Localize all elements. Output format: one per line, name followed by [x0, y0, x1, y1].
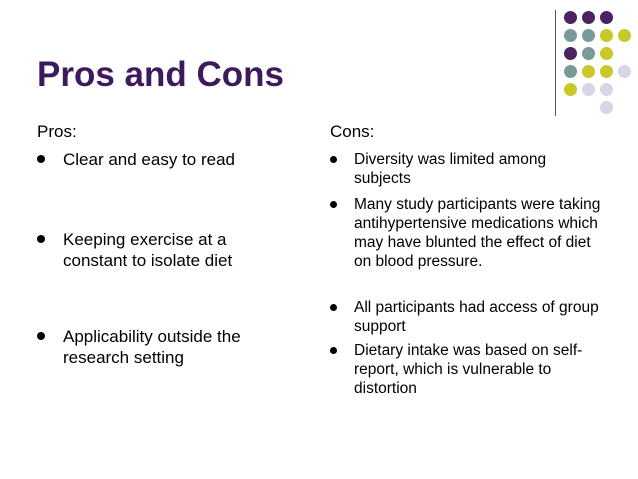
- decorative-dot: [564, 11, 577, 24]
- decorative-dot: [564, 47, 577, 60]
- cons-item: Dietary intake was based on self-report, which is vulnerable to distortion: [330, 341, 605, 398]
- pros-item: Keeping exercise at a constant to isolate diet: [37, 229, 267, 271]
- bullet-icon: [37, 332, 45, 340]
- bullet-icon: [330, 156, 337, 163]
- bullet-icon: [37, 235, 45, 243]
- decorative-dot: [582, 11, 595, 24]
- decorative-dot: [618, 29, 631, 42]
- pros-item: Clear and easy to read: [37, 149, 297, 170]
- bullet-icon: [330, 201, 337, 208]
- decorative-dot: [600, 47, 613, 60]
- decorative-dot: [600, 29, 613, 42]
- pros-heading: Pros:: [37, 122, 77, 141]
- pros-item: Applicability outside the research setting: [37, 326, 292, 368]
- cons-item: Many study participants were taking antihypertensive medications which may have blunted the effect of diet on blood pressure.: [330, 195, 605, 271]
- decorative-dot: [600, 83, 613, 96]
- slide-title: Pros and Cons: [37, 55, 284, 94]
- decorative-dot: [564, 29, 577, 42]
- divider-line: [555, 10, 556, 116]
- cons-item: All participants had access of group support: [330, 298, 605, 336]
- decorative-dot: [582, 65, 595, 78]
- decorative-dot: [564, 83, 577, 96]
- decorative-dot: [600, 11, 613, 24]
- decorative-dot: [564, 65, 577, 78]
- decorative-dot: [600, 101, 613, 114]
- decorative-dot: [582, 47, 595, 60]
- decorative-dot: [582, 29, 595, 42]
- decorative-dot: [600, 65, 613, 78]
- bullet-icon: [330, 304, 337, 311]
- cons-heading: Cons:: [330, 122, 375, 141]
- bullet-icon: [37, 155, 45, 163]
- decorative-dot: [582, 83, 595, 96]
- cons-item: Diversity was limited among subjects: [330, 150, 605, 188]
- decorative-dot: [618, 65, 631, 78]
- bullet-icon: [330, 347, 337, 354]
